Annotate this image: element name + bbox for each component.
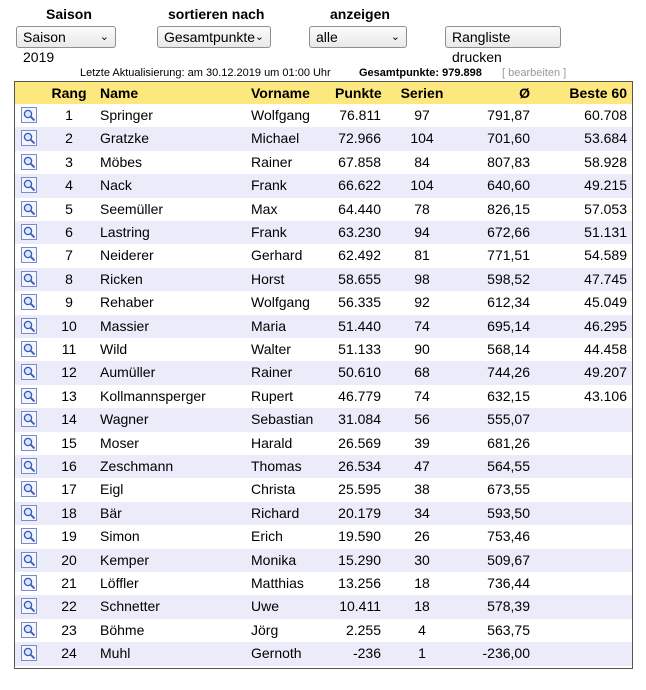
magnifier-icon[interactable]: [21, 107, 37, 123]
cell-average: 771,51: [487, 247, 530, 264]
header-punkte[interactable]: Punkte: [335, 85, 382, 101]
cell-vorname: Max: [251, 200, 278, 217]
header-vorname[interactable]: Vorname: [251, 85, 310, 101]
cell-rang: 6: [65, 224, 73, 240]
cell-punkte: 58.655: [338, 270, 381, 287]
show-select[interactable]: [309, 26, 407, 48]
magnifier-icon[interactable]: [21, 435, 37, 451]
cell-average: 673,55: [487, 481, 530, 498]
print-ranking-button[interactable]: Rangliste drucken: [445, 26, 561, 48]
table-row: [15, 244, 632, 267]
cell-punkte: 67.858: [338, 153, 381, 170]
cell-serien: 47: [414, 458, 430, 474]
cell-rang: 12: [61, 364, 77, 381]
cell-serien: 84: [414, 153, 430, 170]
cell-vorname: Harald: [251, 434, 293, 451]
cell-name: Gratzke: [100, 130, 150, 147]
cell-punkte: 63.230: [338, 224, 381, 240]
cell-name: Massier: [100, 317, 150, 334]
cell-average: 753,46: [487, 528, 530, 545]
magnifier-icon[interactable]: [21, 294, 37, 310]
info-bar: [0, 67, 646, 81]
cell-best60: 58.928: [584, 153, 627, 170]
cell-name: Möbes: [100, 153, 143, 170]
cell-punkte: 31.084: [338, 411, 381, 428]
cell-name: Löffler: [100, 575, 139, 591]
cell-serien: 97: [414, 107, 430, 123]
cell-vorname: Rainer: [251, 153, 293, 170]
table-row: [15, 408, 632, 431]
cell-serien: 92: [414, 294, 430, 311]
magnifier-icon[interactable]: [21, 318, 37, 334]
cell-vorname: Richard: [251, 504, 300, 521]
cell-rang: 14: [61, 411, 77, 428]
cell-rang: 23: [61, 621, 77, 638]
chevron-down-icon: ⌄: [99, 31, 109, 43]
cell-vorname: Gerhard: [251, 247, 303, 264]
cell-vorname: Monika: [251, 551, 297, 568]
cell-vorname: Thomas: [251, 458, 302, 474]
cell-rang: 7: [65, 247, 73, 264]
ranking-table: [14, 81, 633, 669]
magnifier-icon[interactable]: [21, 528, 37, 544]
table-row: [15, 221, 632, 244]
cell-best60: 49.215: [584, 177, 627, 194]
cell-average: 555,07: [487, 411, 530, 428]
cell-serien: 74: [414, 387, 430, 404]
cell-rang: 24: [61, 645, 77, 662]
cell-name: Wild: [100, 341, 128, 357]
cell-name: Böhme: [100, 621, 145, 638]
table-row: [15, 595, 632, 618]
cell-name: Seemüller: [100, 200, 164, 217]
cell-vorname: Frank: [251, 224, 287, 240]
cell-name: Kollmannsperger: [100, 387, 206, 404]
table-row: [15, 174, 632, 197]
cell-vorname: Michael: [251, 130, 300, 147]
cell-best60: 46.295: [584, 317, 627, 334]
header-average[interactable]: Ø: [519, 85, 530, 101]
cell-vorname: Christa: [251, 481, 296, 498]
cell-name: Schnetter: [100, 598, 160, 615]
cell-punkte: 64.440: [338, 200, 381, 217]
cell-average: 681,26: [487, 434, 530, 451]
magnifier-icon[interactable]: [21, 224, 37, 240]
cell-vorname: Wolfgang: [251, 107, 310, 123]
table-row: [15, 432, 632, 455]
cell-average: -236,00: [482, 645, 530, 662]
table-row: [15, 268, 632, 291]
cell-average: 736,44: [487, 575, 530, 591]
total-points-text: Gesamtpunkte: 979.898: [359, 67, 482, 79]
cell-best60: 43.106: [584, 387, 627, 404]
magnifier-icon[interactable]: [21, 598, 37, 614]
cell-serien: 4: [418, 621, 426, 638]
cell-average: 578,39: [487, 598, 530, 615]
cell-serien: 30: [414, 551, 430, 568]
cell-rang: 17: [61, 481, 77, 498]
cell-serien: 81: [414, 247, 430, 264]
cell-vorname: Sebastian: [251, 411, 314, 428]
cell-punkte: 20.179: [338, 504, 381, 521]
cell-best60: 53.684: [584, 130, 627, 147]
table-row: [15, 361, 632, 384]
table-row: [15, 385, 632, 408]
magnifier-icon[interactable]: [21, 177, 37, 193]
cell-rang: 9: [65, 294, 73, 311]
cell-punkte: 25.595: [338, 481, 381, 498]
cell-serien: 18: [414, 598, 430, 615]
cell-serien: 38: [414, 481, 430, 498]
cell-name: Springer: [100, 107, 153, 123]
cell-average: 564,55: [487, 458, 530, 474]
cell-name: Kemper: [100, 551, 150, 568]
cell-punkte: -236: [352, 645, 381, 662]
magnifier-icon[interactable]: [21, 575, 37, 591]
table-row: [15, 549, 632, 572]
cell-name: Ricken: [100, 270, 143, 287]
cell-name: Bär: [100, 504, 122, 521]
cell-vorname: Rainer: [251, 364, 293, 381]
cell-average: 568,14: [487, 341, 530, 357]
table-row: [15, 455, 632, 478]
cell-punkte: 56.335: [338, 294, 381, 311]
cell-average: 563,75: [487, 621, 530, 638]
table-row: [15, 104, 632, 127]
cell-punkte: 26.569: [338, 434, 381, 451]
cell-punkte: 26.534: [338, 458, 381, 474]
cell-name: Moser: [100, 434, 139, 451]
cell-serien: 104: [410, 130, 434, 147]
cell-average: 695,14: [487, 317, 530, 334]
cell-best60: 60.708: [584, 107, 627, 123]
cell-average: 612,34: [487, 294, 530, 311]
header-best60[interactable]: Beste 60: [569, 85, 627, 101]
cell-rang: 1: [65, 107, 73, 123]
cell-punkte: 51.440: [338, 317, 381, 334]
cell-serien: 18: [414, 575, 430, 591]
cell-average: 640,60: [487, 177, 530, 194]
sort-label: sortieren nach: [168, 6, 265, 22]
cell-average: 826,15: [487, 200, 530, 217]
show-label: anzeigen: [330, 6, 390, 22]
cell-vorname: Wolfgang: [251, 294, 310, 311]
cell-average: 598,52: [487, 270, 530, 287]
cell-average: 744,26: [487, 364, 530, 381]
cell-serien: 39: [414, 434, 430, 451]
cell-average: 509,67: [487, 551, 530, 568]
magnifier-icon[interactable]: [21, 505, 37, 521]
table-row: [15, 315, 632, 338]
cell-punkte: 72.966: [338, 130, 381, 147]
cell-punkte: 50.610: [338, 364, 381, 381]
cell-vorname: Walter: [251, 341, 291, 357]
magnifier-icon[interactable]: [21, 388, 37, 404]
last-update-text: Letzte Aktualisierung: am 30.12.2019 um 01:00 Uhr: [80, 67, 331, 79]
cell-serien: 56: [414, 411, 430, 428]
cell-rang: 15: [61, 434, 77, 451]
sort-select-value: Gesamtpunkte: [164, 29, 256, 45]
cell-rang: 16: [61, 458, 77, 474]
table-row: [15, 291, 632, 314]
header-rang[interactable]: Rang: [51, 85, 87, 101]
magnifier-icon[interactable]: [21, 411, 37, 427]
cell-name: Muhl: [100, 645, 131, 662]
cell-rang: 11: [61, 341, 77, 357]
cell-best60: 47.745: [584, 270, 627, 287]
cell-vorname: Matthias: [251, 575, 304, 591]
cell-serien: 1: [418, 645, 426, 662]
cell-rang: 4: [65, 177, 73, 194]
saison-select[interactable]: [16, 26, 116, 65]
filter-bar: [0, 6, 646, 65]
cell-name: Neiderer: [100, 247, 154, 264]
table-row: [15, 572, 632, 595]
table-row: [15, 198, 632, 221]
table-row: [15, 127, 632, 150]
cell-punkte: 15.290: [338, 551, 381, 568]
cell-serien: 98: [414, 270, 430, 287]
cell-vorname: Gernoth: [251, 645, 302, 662]
cell-rang: 22: [61, 598, 77, 615]
magnifier-icon[interactable]: [21, 341, 37, 357]
cell-name: Rehaber: [100, 294, 154, 311]
header-serien[interactable]: Serien: [400, 85, 444, 101]
cell-rang: 5: [65, 200, 73, 217]
cell-vorname: Horst: [251, 270, 285, 287]
cell-best60: 44.458: [584, 341, 627, 357]
cell-punkte: 62.492: [338, 247, 381, 264]
cell-average: 791,87: [487, 107, 530, 123]
table-row: [15, 502, 632, 525]
cell-rang: 2: [65, 130, 73, 147]
cell-best60: 45.049: [584, 294, 627, 311]
table-row: [15, 642, 632, 665]
cell-best60: 49.207: [584, 364, 627, 381]
cell-punkte: 51.133: [338, 341, 381, 357]
cell-punkte: 66.622: [338, 177, 381, 194]
cell-serien: 94: [414, 224, 430, 240]
saison-select-value: Saison 2019: [23, 29, 66, 65]
magnifier-icon[interactable]: [21, 622, 37, 638]
cell-rang: 13: [61, 387, 77, 404]
cell-name: Simon: [100, 528, 140, 545]
cell-name: Aumüller: [100, 364, 156, 381]
cell-rang: 10: [61, 317, 77, 334]
magnifier-icon[interactable]: [21, 364, 37, 380]
magnifier-icon[interactable]: [21, 645, 37, 661]
magnifier-icon[interactable]: [21, 247, 37, 263]
cell-rang: 3: [65, 153, 73, 170]
magnifier-icon[interactable]: [21, 481, 37, 497]
cell-vorname: Frank: [251, 177, 287, 194]
cell-rang: 20: [61, 551, 77, 568]
cell-punkte: 19.590: [338, 528, 381, 545]
cell-name: Lastring: [100, 224, 150, 240]
cell-serien: 26: [414, 528, 430, 545]
magnifier-icon[interactable]: [21, 154, 37, 170]
cell-vorname: Uwe: [251, 598, 280, 615]
cell-punkte: 10.411: [339, 598, 381, 615]
cell-best60: 54.589: [584, 247, 627, 264]
table-header: [15, 82, 632, 104]
show-select-value: alle: [316, 29, 338, 45]
cell-punkte: 76.811: [339, 107, 381, 123]
table-row: [15, 619, 632, 642]
table-row: [15, 151, 632, 174]
cell-punkte: 2.255: [345, 621, 381, 638]
magnifier-icon[interactable]: [21, 130, 37, 146]
cell-name: Eigl: [100, 481, 124, 498]
magnifier-icon[interactable]: [21, 458, 37, 474]
chevron-down-icon: ⌄: [254, 31, 264, 43]
header-name[interactable]: Name: [100, 85, 139, 101]
table-row: [15, 525, 632, 548]
cell-average: 807,83: [487, 153, 530, 170]
cell-average: 593,50: [487, 504, 530, 521]
sort-select[interactable]: [157, 26, 271, 48]
magnifier-icon[interactable]: [21, 201, 37, 217]
cell-serien: 104: [410, 177, 434, 194]
table-row: [15, 478, 632, 501]
cell-best60: 51.131: [584, 224, 627, 240]
cell-serien: 78: [414, 200, 430, 217]
cell-serien: 34: [414, 504, 430, 521]
cell-average: 632,15: [487, 387, 530, 404]
magnifier-icon[interactable]: [21, 271, 37, 287]
cell-rang: 18: [61, 504, 77, 521]
cell-punkte: 46.779: [338, 387, 381, 404]
cell-vorname: Maria: [251, 317, 287, 334]
cell-rang: 21: [61, 575, 77, 591]
cell-average: 672,66: [487, 224, 530, 240]
saison-label: Saison: [46, 6, 92, 22]
cell-vorname: Erich: [251, 528, 283, 545]
cell-average: 701,60: [487, 130, 530, 147]
cell-best60: 57.053: [584, 200, 627, 217]
cell-serien: 74: [414, 317, 430, 334]
cell-rang: 19: [61, 528, 77, 545]
magnifier-icon[interactable]: [21, 552, 37, 568]
cell-serien: 68: [414, 364, 430, 381]
cell-rang: 8: [65, 270, 73, 287]
edit-link[interactable]: [ bearbeiten ]: [502, 67, 567, 79]
cell-serien: 90: [414, 341, 430, 357]
cell-name: Nack: [100, 177, 132, 194]
chevron-down-icon: ⌄: [390, 31, 400, 43]
cell-name: Zeschmann: [100, 458, 174, 474]
cell-vorname: Rupert: [251, 387, 294, 404]
cell-name: Wagner: [100, 411, 149, 428]
table-row: [15, 338, 632, 361]
cell-punkte: 13.256: [338, 575, 381, 591]
cell-vorname: Jörg: [251, 621, 279, 638]
